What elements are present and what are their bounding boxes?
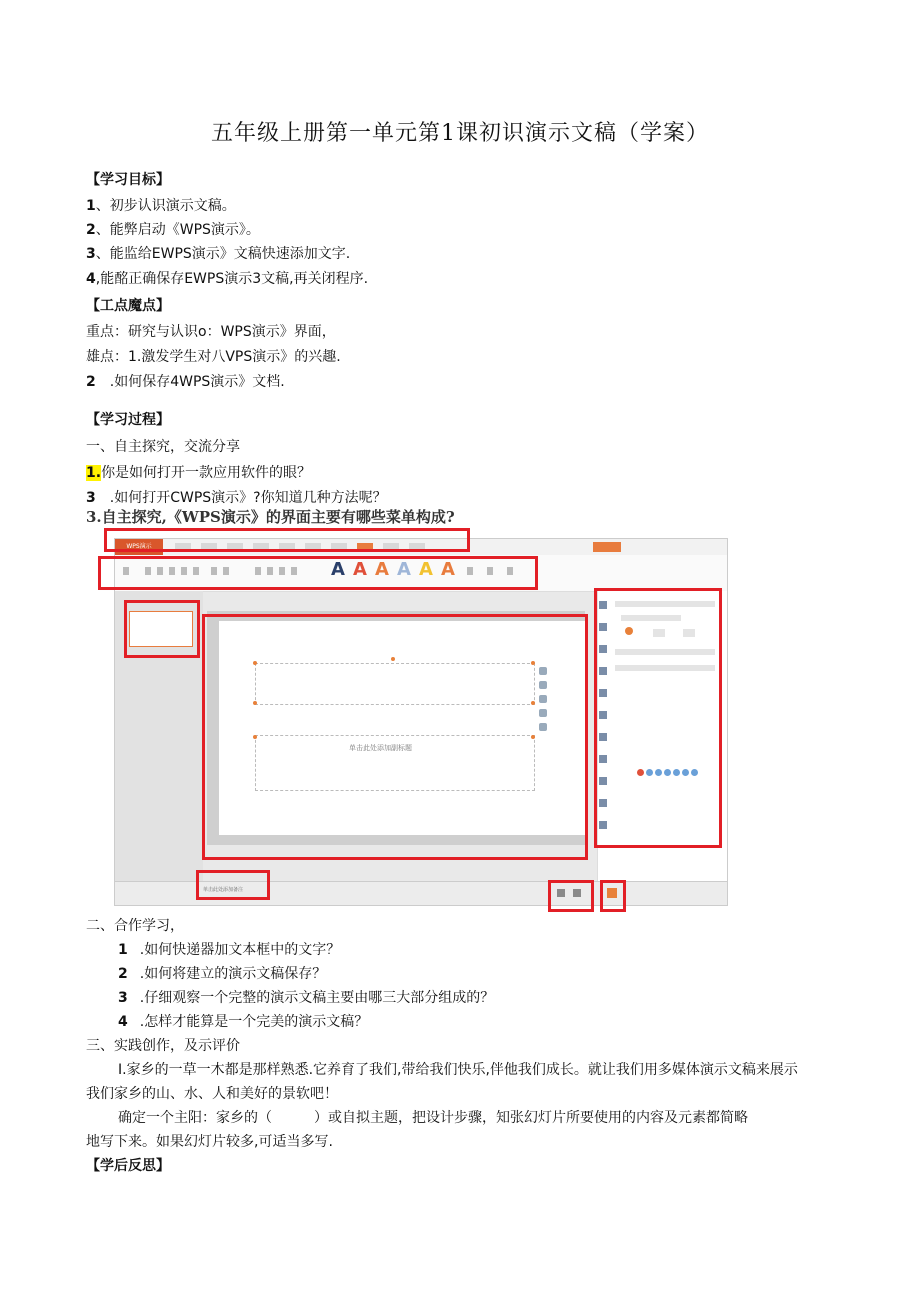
annotation-thumbnail-box xyxy=(124,600,200,658)
goal-item-2: 2、能弊启动《WPS演示》。 xyxy=(86,222,260,238)
practice-paragraph-line-1: I.家乡的一草一木都是那样熟悉.它养育了我们,带给我们快乐,伴他我们成长。就让我们用多媒体演示文稿来展示 xyxy=(118,1062,798,1078)
goal-item-4: 4,能酩正确保存EWPS演示3文稿,再关闭程序. xyxy=(86,271,369,287)
annotation-task-pane-box xyxy=(594,588,722,848)
text-style-icon: A xyxy=(375,559,389,580)
annotation-toolbar-box xyxy=(98,556,538,590)
keypoint-difficulty-2: 2 .如何保存4WPS演示》文档. xyxy=(86,374,285,390)
notes-placeholder: 单击此处添加备注 xyxy=(203,887,244,893)
text-style-icon: A xyxy=(419,559,433,580)
question-3: 3.自主探究,《WPS演示》的界面主要有哪些菜单构成? xyxy=(86,508,455,526)
goals-heading: 【学习目标】 xyxy=(86,172,170,188)
coop-item-4: 4 .怎样才能算是一个完美的演示文稿？ xyxy=(118,1014,369,1030)
text-style-icon: A xyxy=(331,559,345,580)
subtitle-placeholder-text: 单击此处添加副标题 xyxy=(349,744,412,752)
question-2: 3 .如何打开CWPS演示》?你知道几种方法呢？ xyxy=(86,490,387,506)
annotation-play-box xyxy=(600,880,626,912)
annotation-menu-bar-box xyxy=(104,528,470,552)
section-3-heading: 三、实践创作，及示评价 xyxy=(86,1038,240,1054)
practice-paragraph-line-4: 地写下来。如果幻灯片较多,可适当多写. xyxy=(86,1134,333,1150)
goal-item-1: 1、初步认识演示文稿。 xyxy=(86,198,236,214)
text-style-icon: A xyxy=(397,559,411,580)
annotation-view-buttons-box xyxy=(548,880,594,912)
practice-paragraph-line-2: 我们家乡的山、水、人和美好的景软吧！ xyxy=(86,1086,338,1102)
wps-logo: WPS演示 xyxy=(115,539,163,555)
coop-item-3: 3 .仔细观察一个完整的演示文稿主要由哪三大部分组成的？ xyxy=(118,990,495,1006)
coop-item-1: 1 .如何快递器加文本框中的文字？ xyxy=(118,942,341,958)
keypoint-focus: 重点：研究与认识o：WPS演示》界面， xyxy=(86,324,336,340)
section-2-heading: 二、合作学习， xyxy=(86,918,184,934)
keypoints-heading: 【工点魔点】 xyxy=(86,298,170,314)
text-style-icon: A xyxy=(441,559,455,580)
keypoint-difficulty: 雄点：1.激发学生对八VPS演示》的兴趣. xyxy=(86,349,341,365)
question-1: 1.你是如何打开一款应用软件的眼？ xyxy=(86,465,312,481)
annotation-notes-box xyxy=(196,870,270,900)
section-1-heading: 一、自主探究，交流分享 xyxy=(86,439,240,455)
annotation-slide-box xyxy=(202,614,588,860)
process-heading: 【学习过程】 xyxy=(86,412,170,428)
text-style-icon: A xyxy=(353,559,367,580)
goal-item-3: 3、能监给EWPS演示》文稿快速添加文字. xyxy=(86,246,351,262)
page-title: 五年级上册第一单元第1课初识演示文稿（学案） xyxy=(211,121,709,146)
coop-item-2: 2 .如何将建立的演示文稿保存？ xyxy=(118,966,327,982)
practice-paragraph-line-3: 确定一个主阳：家乡的（ ）或自拟主题，把设计步骤，知张幻灯片所要使用的内容及元素都简略 xyxy=(118,1110,748,1126)
reflection-heading: 【学后反思】 xyxy=(86,1158,170,1174)
